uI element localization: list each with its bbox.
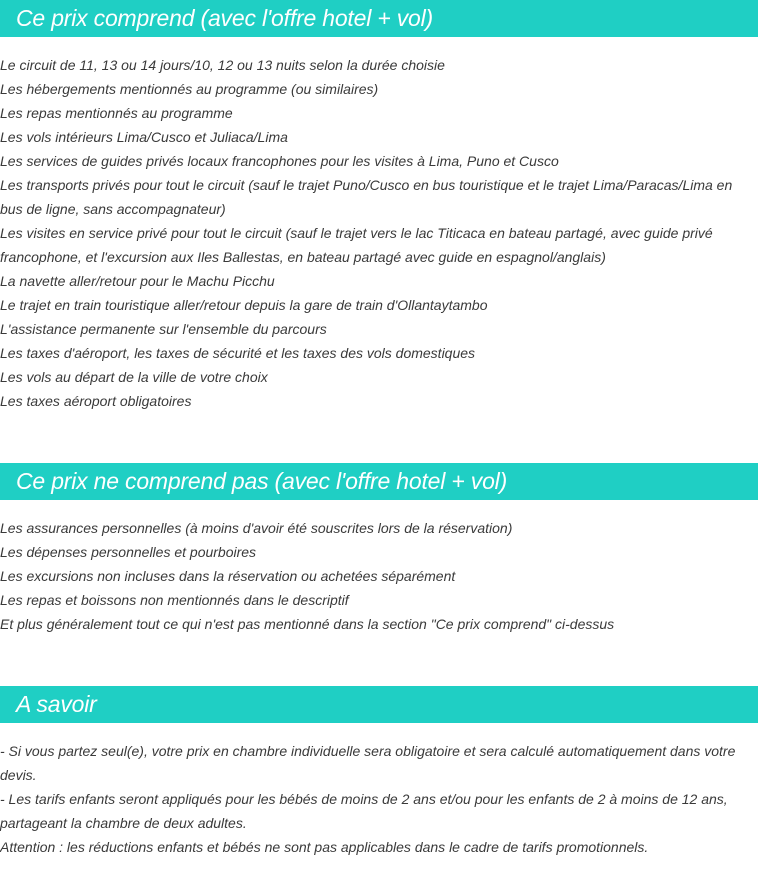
list-item: Les excursions non incluses dans la réservation ou achetées séparément bbox=[0, 568, 456, 584]
list-item: - Si vous partez seul(e), votre prix en chambre individuelle sera obligatoire et sera calculé automatiquement dans votre devis. bbox=[0, 743, 736, 783]
list-item: La navette aller/retour pour le Machu Picchu bbox=[0, 273, 275, 289]
list-item: Les repas mentionnés au programme bbox=[0, 105, 233, 121]
section-header-included bbox=[0, 0, 758, 37]
list-item: Les taxes d'aéroport, les taxes de sécurité et les taxes des vols domestiques bbox=[0, 345, 476, 361]
list-item: Et plus généralement tout ce qui n'est pas mentionné dans la section "Ce prix comprend" ci-dessus bbox=[0, 616, 615, 632]
list-item: Les transports privés pour tout le circuit (sauf le trajet Puno/Cusco en bus touristique et le trajet Lima/Paracas/Lima en bus de ligne, sans accompagnateur) bbox=[0, 177, 733, 217]
list-item: Les vols intérieurs Lima/Cusco et Juliaca/Lima bbox=[0, 129, 288, 145]
section-title-not-included: Ce prix ne comprend pas (avec l'offre hotel + vol) bbox=[16, 468, 508, 494]
included-list bbox=[0, 53, 758, 413]
a-savoir-list bbox=[0, 739, 758, 859]
list-item: L'assistance permanente sur l'ensemble du parcours bbox=[0, 321, 327, 337]
list-item: Les visites en service privé pour tout le circuit (sauf le trajet vers le lac Titicaca en bateau partagé, avec guide privé francophone, et l'excursion aux Iles Ballestas, en bateau partagé avec guide en espagnol/anglais) bbox=[0, 225, 713, 265]
not-included-list bbox=[0, 516, 758, 636]
list-item: Attention : les réductions enfants et bébés ne sont pas applicables dans le cadre de tarifs promotionnels. bbox=[0, 839, 649, 855]
section-header-a-savoir bbox=[0, 686, 758, 723]
section-title-a-savoir: A savoir bbox=[16, 691, 97, 717]
list-item: Les services de guides privés locaux francophones pour les visites à Lima, Puno et Cusco bbox=[0, 153, 559, 169]
list-item: Le trajet en train touristique aller/retour depuis la gare de train d'Ollantaytambo bbox=[0, 297, 488, 313]
list-item: Les vols au départ de la ville de votre choix bbox=[0, 369, 268, 385]
list-item: Les taxes aéroport obligatoires bbox=[0, 393, 192, 409]
section-header-not-included bbox=[0, 463, 758, 500]
list-item: Les assurances personnelles (à moins d'avoir été souscrites lors de la réservation) bbox=[0, 520, 513, 536]
section-title-included: Ce prix comprend (avec l'offre hotel + vol) bbox=[16, 5, 434, 31]
list-item: - Les tarifs enfants seront appliqués pour les bébés de moins de 2 ans et/ou pour les enfants de 2 à moins de 12 ans, partageant la chambre de deux adultes. bbox=[0, 791, 728, 831]
list-item: Le circuit de 11, 13 ou 14 jours/10, 12 ou 13 nuits selon la durée choisie bbox=[0, 57, 445, 73]
list-item: Les dépenses personnelles et pourboires bbox=[0, 544, 257, 560]
list-item: Les hébergements mentionnés au programme (ou similaires) bbox=[0, 81, 379, 97]
list-item: Les repas et boissons non mentionnés dans le descriptif bbox=[0, 592, 349, 608]
